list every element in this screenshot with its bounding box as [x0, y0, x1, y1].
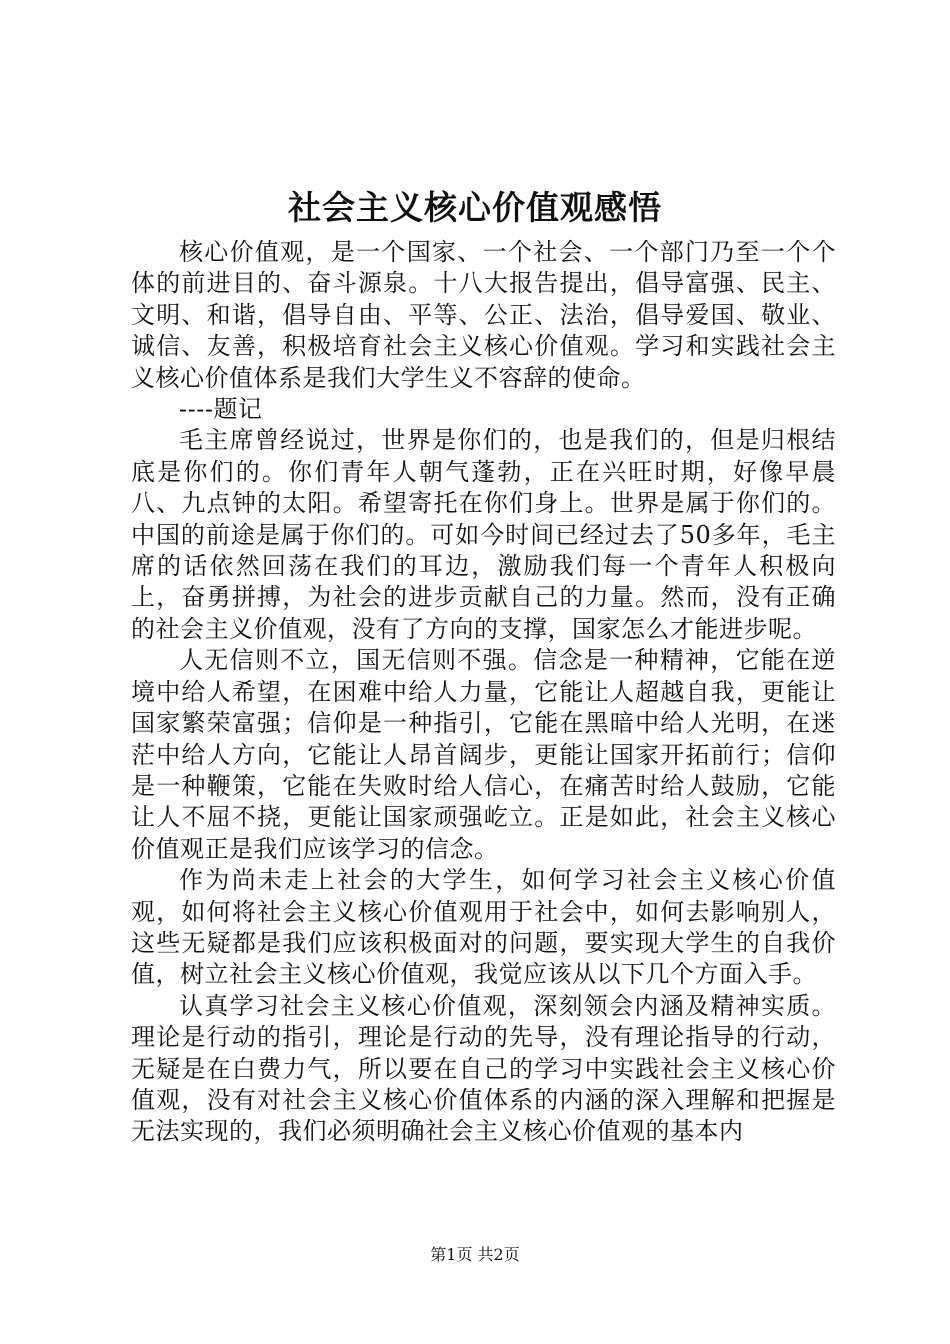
epigraph-byline: ----题记	[179, 395, 263, 424]
body-paragraph: 认真学习社会主义核心价值观，深刻领会内涵及精神实质。理论是行动的指引，理论是行动的先导，没有理论指导的行动，无疑是在白费力气，所以要在自己的学习中实践社会主义核心价值观，没有对社会主义核心价值体系的内涵的深入理解和把握是无法实现的，我们必须明确社会主义核心价值观的基本内	[131, 991, 836, 1146]
body-paragraph: 毛主席曾经说过，世界是你们的，也是我们的，但是归根结底是你们的。你们青年人朝气蓬勃，正在兴旺时期，好像早晨八、九点钟的太阳。希望寄托在你们身上。世界是属于你们的。中国的前途是属于你们的。可如今时间已经过去了50多年，毛主席的话依然回荡在我们的耳边，激励我们每一个青年人积极向上，奋勇拼搏，为社会的进步贡献自己的力量。然而，没有正确的社会主义价值观，没有了方向的支撑，国家怎么才能进步呢。	[131, 426, 836, 643]
body-paragraph: 人无信则不立，国无信则不强。信念是一种精神，它能在逆境中给人希望，在困难中给人力量，它能让人超越自我，更能让国家繁荣富强；信仰是一种指引，它能在黑暗中给人光明，在迷茫中给人方向，它能让人昂首阔步，更能让国家开拓前行；信仰是一种鞭策，它能在失败时给人信心，在痛苦时给人鼓励，它能让人不屈不挠，更能让国家顽强屹立。正是如此，社会主义核心价值观正是我们应该学习的信念。	[131, 646, 836, 863]
document-title: 社会主义核心价值观感悟	[288, 188, 662, 227]
intro-paragraph: 核心价值观，是一个国家、一个社会、一个部门乃至一个个体的前进目的、奋斗源泉。十八大报告提出，倡导富强、民主、文明、和谐，倡导自由、平等、公正、法治，倡导爱国、敬业、诚信、友善，积极培育社会主义核心价值观。学习和实践社会主义核心价值体系是我们大学生义不容辞的使命。	[131, 238, 836, 392]
body-paragraph: 作为尚未走上社会的大学生，如何学习社会主义核心价值观，如何将社会主义核心价值观用于社会中，如何去影响别人，这些无疑都是我们应该积极面对的问题，要实现大学生的自我价值，树立社会主义核心价值观，我觉应该从以下几个方面入手。	[131, 866, 836, 989]
document-body	[131, 237, 836, 1148]
page-footer: 第1页 共2页	[430, 1245, 520, 1264]
